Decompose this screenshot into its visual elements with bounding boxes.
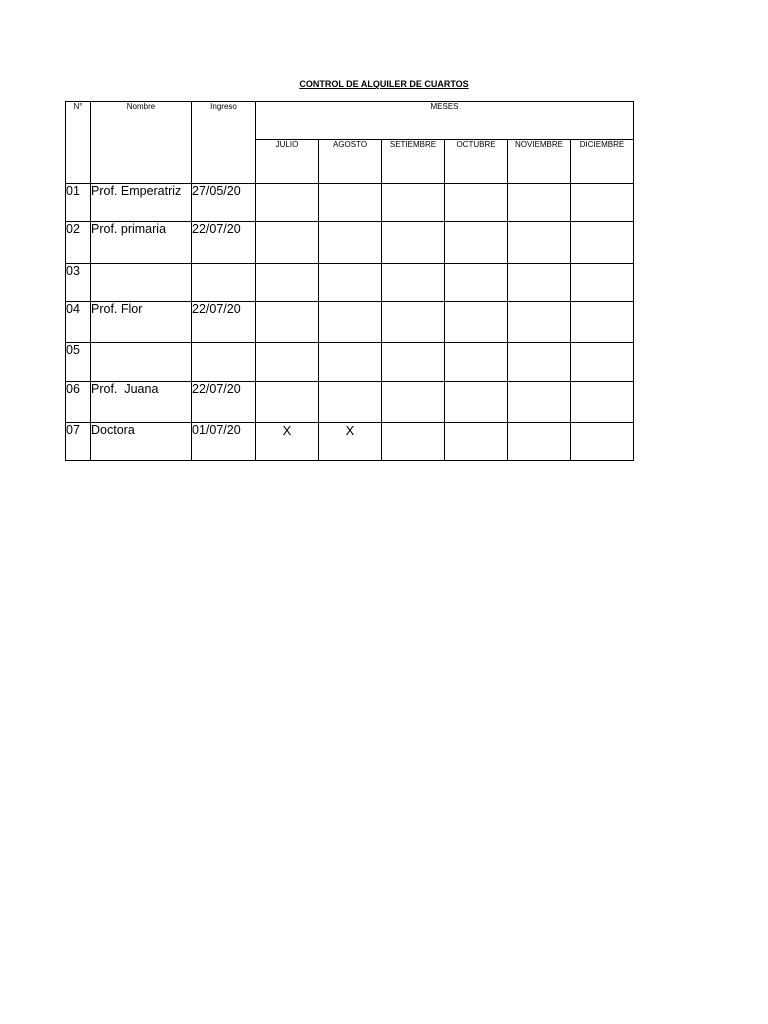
- tenant-name: [91, 343, 192, 382]
- month-cell: [571, 423, 634, 461]
- month-cell: [256, 382, 319, 423]
- month-cell: [508, 184, 571, 222]
- header-months-group: MESES: [256, 102, 634, 140]
- table-row: [66, 302, 634, 343]
- entry-date: 01/07/20: [192, 423, 256, 461]
- month-cell: [382, 264, 445, 302]
- month-cell: [445, 302, 508, 343]
- entry-date: [192, 343, 256, 382]
- month-cell: [256, 343, 319, 382]
- month-cell: [571, 302, 634, 343]
- table-row: [66, 222, 634, 264]
- month-cell: [319, 382, 382, 423]
- month-cell: [382, 222, 445, 264]
- month-cell: [445, 423, 508, 461]
- entry-date: 27/05/20: [192, 184, 256, 222]
- month-cell: [319, 264, 382, 302]
- month-cell: [256, 222, 319, 264]
- tenant-name: Prof. primaria: [91, 222, 192, 264]
- month-cell: [256, 302, 319, 343]
- row-number: 05: [66, 343, 91, 382]
- header-month-julio: JULIO: [256, 140, 319, 184]
- month-cell: [256, 184, 319, 222]
- month-cell: [571, 184, 634, 222]
- table-row: [66, 423, 634, 461]
- table-row: [66, 343, 634, 382]
- month-cell: [508, 222, 571, 264]
- row-number: 07: [66, 423, 91, 461]
- month-cell: [319, 343, 382, 382]
- header-month-diciembre: DICIEMBRE: [571, 140, 634, 184]
- month-cell: [445, 184, 508, 222]
- month-cell: [508, 264, 571, 302]
- tenant-name: [91, 264, 192, 302]
- row-number: 04: [66, 302, 91, 343]
- month-cell: [445, 382, 508, 423]
- header-month-setiembre: SETIEMBRE: [382, 140, 445, 184]
- tenant-name: Doctora: [91, 423, 192, 461]
- tenant-name: Prof. Juana: [91, 382, 192, 423]
- month-cell: [382, 302, 445, 343]
- month-cell: [382, 184, 445, 222]
- month-cell: [382, 382, 445, 423]
- row-number: 02: [66, 222, 91, 264]
- month-cell: [571, 343, 634, 382]
- header-number: N°: [66, 102, 91, 184]
- row-number: 01: [66, 184, 91, 222]
- month-cell: [256, 264, 319, 302]
- month-cell: [571, 222, 634, 264]
- entry-date: 22/07/20: [192, 222, 256, 264]
- month-cell-mark: X: [256, 423, 319, 461]
- table-row: [66, 382, 634, 423]
- month-cell: [508, 382, 571, 423]
- header-month-agosto: AGOSTO: [319, 140, 382, 184]
- month-cell: [571, 264, 634, 302]
- entry-date: [192, 264, 256, 302]
- month-cell: [319, 302, 382, 343]
- month-cell-mark: X: [319, 423, 382, 461]
- month-cell: [571, 382, 634, 423]
- month-cell: [508, 302, 571, 343]
- tenant-name: Prof. Flor: [91, 302, 192, 343]
- month-cell: [508, 343, 571, 382]
- month-cell: [508, 423, 571, 461]
- month-cell: [445, 264, 508, 302]
- header-month-octubre: OCTUBRE: [445, 140, 508, 184]
- month-cell: [445, 343, 508, 382]
- rental-control-table: [65, 101, 634, 461]
- month-cell: [445, 222, 508, 264]
- document-title: CONTROL DE ALQUILER DE CUARTOS: [299, 79, 469, 89]
- entry-date: 22/07/20: [192, 302, 256, 343]
- row-number: 06: [66, 382, 91, 423]
- month-cell: [319, 222, 382, 264]
- row-number: 03: [66, 264, 91, 302]
- entry-date: 22/07/20: [192, 382, 256, 423]
- header-month-noviembre: NOVIEMBRE: [508, 140, 571, 184]
- header-entry-date: Ingreso: [192, 102, 256, 184]
- month-cell: [319, 184, 382, 222]
- table-row: [66, 264, 634, 302]
- month-cell: [382, 343, 445, 382]
- header-name: Nombre: [91, 102, 192, 184]
- table-row: [66, 184, 634, 222]
- tenant-name: Prof. Emperatriz: [91, 184, 192, 222]
- month-cell: [382, 423, 445, 461]
